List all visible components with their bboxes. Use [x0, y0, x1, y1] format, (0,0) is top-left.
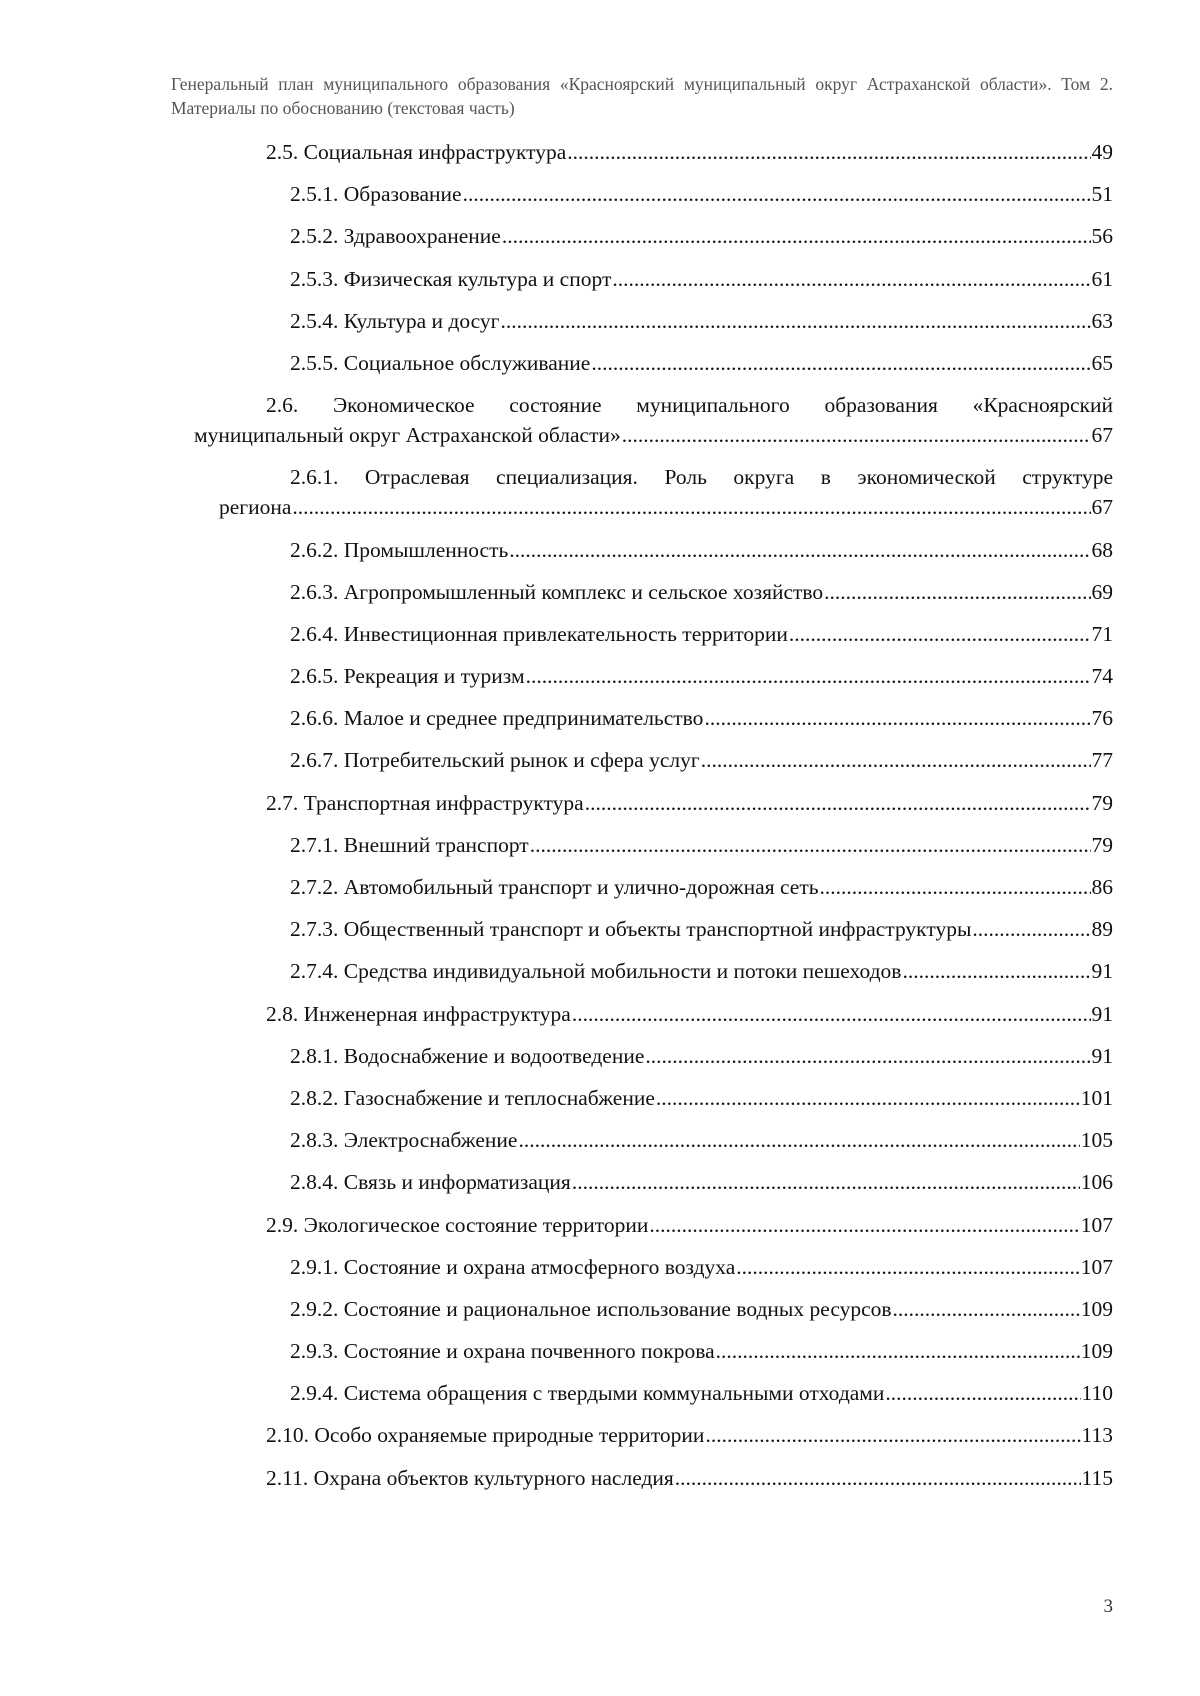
toc-leader-dots [591, 348, 1090, 378]
toc-title: 2.8.4. Связь и информатизация [290, 1170, 571, 1195]
toc-title: 2.10. Особо охраняемые природные территории [266, 1423, 705, 1448]
toc-leader-dots [675, 1463, 1081, 1493]
toc-page-number: 69 [1091, 579, 1113, 604]
toc-entry-2-8-1[interactable] [290, 1041, 1113, 1071]
toc-title: 2.7. Транспортная инфраструктура [266, 790, 584, 815]
toc-entry-2-7[interactable] [266, 788, 1113, 818]
toc-entry-2-6[interactable] [0, 390, 1200, 450]
toc-leader-dots [530, 830, 1091, 860]
toc-title: 2.8.3. Электроснабжение [290, 1128, 518, 1153]
toc-title: 2.5.1. Образование [290, 182, 462, 207]
toc-entry-2-9[interactable] [266, 1210, 1113, 1240]
toc-entry-2-6-6[interactable] [290, 703, 1113, 733]
toc-title: 2.5.2. Здравоохранение [290, 224, 501, 249]
toc-entry-2-6-3[interactable] [290, 577, 1113, 607]
toc-entry-2-9-2[interactable] [290, 1294, 1113, 1324]
toc-leader-dots [572, 999, 1091, 1029]
toc-page-number: 105 [1080, 1128, 1113, 1153]
toc-entry-2-6-5[interactable] [290, 661, 1113, 691]
toc-page-number: 110 [1081, 1381, 1113, 1406]
toc-page-number: 61 [1091, 266, 1113, 291]
toc-leader-dots [502, 221, 1091, 251]
toc-title: 2.5.5. Социальное обслуживание [290, 350, 591, 375]
toc-page-number: 74 [1091, 664, 1113, 689]
toc-title-line-2: муниципальный округ Астраханской области» [194, 423, 621, 448]
toc-title: 2.6.7. Потребительский рынок и сфера услуг [290, 748, 700, 773]
toc-page-number: 91 [1091, 1001, 1113, 1026]
toc-leader-dots [645, 1041, 1090, 1071]
toc-title: 2.9.4. Система обращения с твердыми коммунальными отходами [290, 1381, 885, 1406]
toc-leader-dots [518, 1125, 1079, 1155]
toc-entry-2-5-5[interactable] [290, 348, 1113, 378]
toc-page-number: 63 [1091, 308, 1113, 333]
toc-page-number: 86 [1091, 875, 1113, 899]
toc-entry-2-8-4[interactable] [290, 1167, 1113, 1197]
toc-page-number: 91 [1091, 959, 1113, 984]
toc-title: 2.6.4. Инвестиционная привлекательность территории [290, 621, 788, 646]
toc-title: 2.5. Социальная инфраструктура [266, 140, 567, 164]
toc-leader-dots [500, 306, 1090, 336]
toc-leader-dots [789, 619, 1091, 649]
toc-title: 2.6.3. Агропромышленный комплекс и сельское хозяйство [290, 579, 824, 604]
toc-title: 2.9.1. Состояние и охрана атмосферного воздуха [290, 1254, 736, 1279]
toc-page-number: 107 [1080, 1212, 1113, 1237]
running-header: Генеральный план муниципального образования «Красноярский муниципальный округ Астраханской области». Том 2. Материалы по обоснованию (текстовая часть) [171, 74, 1113, 118]
toc-leader-dots [526, 661, 1091, 691]
toc-leader-dots [509, 535, 1090, 565]
toc-leader-dots [902, 956, 1090, 986]
toc-title: 2.9.3. Состояние и охрана почвенного покрова [290, 1339, 715, 1364]
toc-page-number: 65 [1091, 350, 1113, 375]
toc-leader-dots [820, 872, 1091, 902]
toc-leader-dots [893, 1294, 1080, 1324]
toc-entry-2-9-1[interactable] [290, 1252, 1113, 1282]
page-number: 3 [1103, 1596, 1113, 1617]
toc-page-number: 106 [1080, 1170, 1113, 1195]
toc-leader-dots [292, 492, 1090, 522]
table-of-contents [0, 137, 1200, 1505]
toc-entry-2-6-7[interactable] [290, 745, 1113, 775]
toc-title: 2.6.2. Промышленность [290, 537, 509, 562]
toc-entry-2-5-3[interactable] [290, 264, 1113, 294]
toc-leader-dots [972, 914, 1090, 944]
toc-leader-dots [612, 264, 1090, 294]
toc-page-number: 109 [1080, 1296, 1113, 1321]
toc-page-number: 79 [1091, 790, 1113, 815]
toc-page-number: 71 [1091, 621, 1113, 646]
toc-page-number: 67 [1091, 423, 1113, 448]
toc-page-number: 77 [1091, 748, 1113, 773]
toc-leader-dots [716, 1336, 1080, 1366]
toc-entry-2-8-2[interactable] [290, 1083, 1113, 1113]
toc-entry-2-8[interactable] [266, 999, 1113, 1029]
toc-page-number: 115 [1081, 1465, 1113, 1490]
toc-entry-2-11[interactable] [266, 1463, 1113, 1493]
toc-title-line-2: региона [219, 495, 292, 520]
toc-page-number: 101 [1080, 1085, 1113, 1110]
toc-page-number: 89 [1091, 917, 1113, 942]
toc-leader-dots [704, 703, 1090, 733]
toc-title: 2.7.3. Общественный транспорт и объекты транспортной инфраструктуры [290, 917, 972, 942]
toc-leader-dots [622, 420, 1091, 450]
toc-entry-2-9-4[interactable] [290, 1378, 1113, 1408]
toc-entry-2-10[interactable] [266, 1420, 1113, 1450]
toc-page-number: 49 [1091, 140, 1113, 164]
toc-title: 2.8.2. Газоснабжение и теплоснабжение [290, 1085, 655, 1110]
toc-title: 2.6.5. Рекреация и туризм [290, 664, 525, 689]
toc-entry-2-5[interactable] [266, 137, 1113, 167]
toc-entry-2-5-2[interactable] [290, 221, 1113, 251]
toc-title: 2.8. Инженерная инфраструктура [266, 1001, 571, 1026]
toc-title: 2.7.4. Средства индивидуальной мобильности и потоки пешеходов [290, 959, 902, 984]
toc-entry-2-6-2[interactable] [290, 535, 1113, 565]
toc-title: 2.7.1. Внешний транспорт [290, 832, 529, 857]
toc-title-line-1: 2.6. Экономическое состояние муниципального образования «Красноярский [266, 393, 1113, 418]
toc-entry-2-6-4[interactable] [290, 619, 1113, 649]
toc-leader-dots [705, 1420, 1080, 1450]
toc-page-number: 91 [1091, 1043, 1113, 1068]
toc-leader-dots [656, 1083, 1080, 1113]
toc-page-number: 68 [1091, 537, 1113, 562]
toc-title: 2.5.4. Культура и досуг [290, 308, 500, 333]
toc-entry-2-8-3[interactable] [290, 1125, 1113, 1155]
toc-entry-2-7-3[interactable] [290, 914, 1113, 944]
toc-leader-dots [824, 577, 1090, 607]
toc-title: 2.9.2. Состояние и рациональное использование водных ресурсов [290, 1296, 892, 1321]
toc-title: 2.7.2. Автомобильный транспорт и улично-дорожная сеть [290, 875, 819, 899]
toc-leader-dots [572, 1167, 1080, 1197]
toc-page-number: 76 [1091, 706, 1113, 731]
toc-page-number: 109 [1080, 1339, 1113, 1364]
toc-leader-dots [736, 1252, 1079, 1282]
toc-leader-dots [885, 1378, 1080, 1408]
toc-page-number: 67 [1091, 495, 1113, 520]
toc-leader-dots [701, 745, 1091, 775]
toc-title: 2.5.3. Физическая культура и спорт [290, 266, 612, 291]
toc-title: 2.9. Экологическое состояние территории [266, 1212, 649, 1237]
toc-entry-2-7-2[interactable] [290, 872, 1113, 902]
toc-title: 2.11. Охрана объектов культурного наследия [266, 1465, 674, 1490]
toc-page-number: 113 [1081, 1423, 1113, 1448]
toc-page-number: 107 [1080, 1254, 1113, 1279]
toc-page-number: 56 [1091, 224, 1113, 249]
toc-title-line-1: 2.6.1. Отраслевая специализация. Роль округа в экономической структуре [290, 465, 1113, 490]
toc-entry-2-5-4[interactable] [290, 306, 1113, 336]
toc-entry-2-6-1[interactable] [0, 462, 1200, 522]
toc-title: 2.8.1. Водоснабжение и водоотведение [290, 1043, 645, 1068]
toc-page-number: 51 [1091, 182, 1113, 207]
toc-title: 2.6.6. Малое и среднее предпринимательство [290, 706, 704, 731]
toc-entry-2-7-4[interactable] [290, 956, 1113, 986]
toc-entry-2-9-3[interactable] [290, 1336, 1113, 1366]
toc-entry-2-5-1[interactable] [290, 179, 1113, 209]
toc-page-number: 79 [1091, 832, 1113, 857]
toc-leader-dots [463, 179, 1091, 209]
toc-leader-dots [567, 137, 1090, 167]
toc-leader-dots [649, 1210, 1079, 1240]
toc-leader-dots [585, 788, 1091, 818]
toc-entry-2-7-1[interactable] [290, 830, 1113, 860]
